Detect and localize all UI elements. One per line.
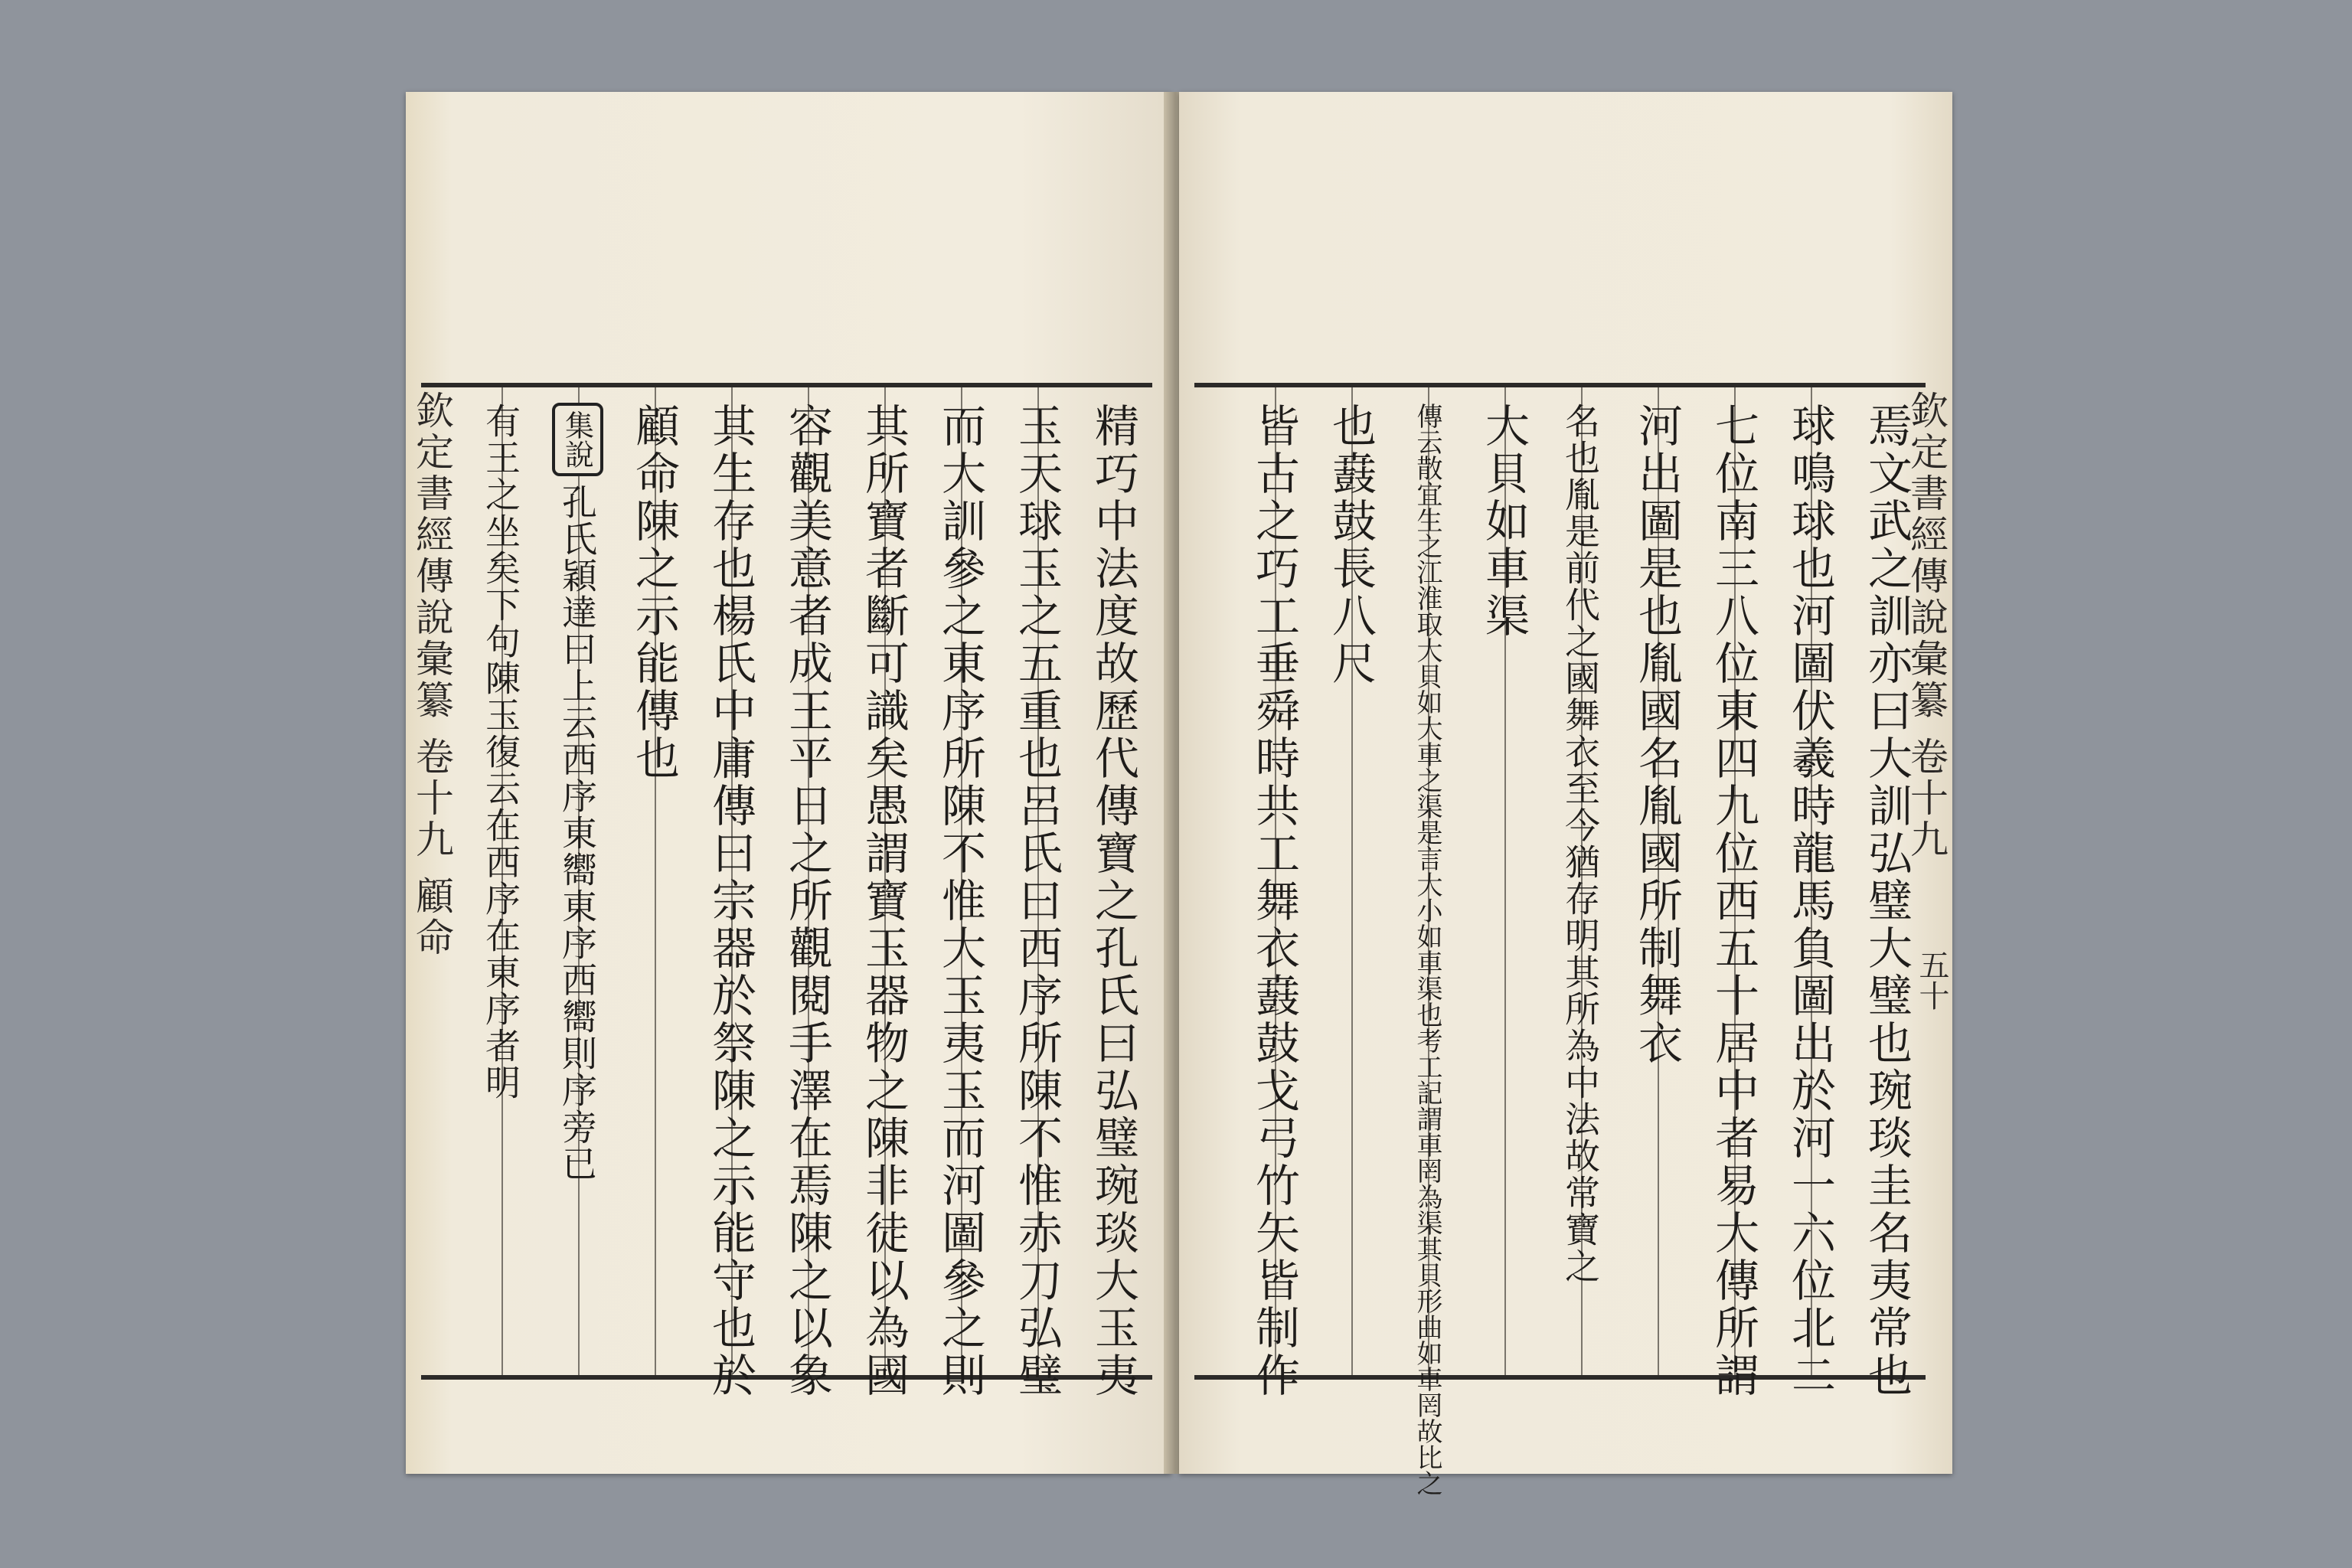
column-text: 玉天球玉之五重也呂氏曰西序所陳不惟赤刀弘璧 [1011, 403, 1063, 1400]
text-column [467, 403, 534, 1360]
column-text: 傳云散宜生之江淮取大貝如大車之渠是言大小如車渠也考工記謂車罔為渠其貝形曲如車罔故比之 [1412, 403, 1442, 1496]
text-column [926, 403, 994, 1400]
text-column [1700, 403, 1767, 1400]
left-margin-title [404, 383, 458, 1370]
margin-title-text: 欽定書經傳說彙纂 卷十九 [1904, 390, 1949, 861]
text-column [697, 403, 764, 1400]
page-number: 五十 [1914, 949, 1949, 1011]
right-margin-title [1899, 383, 1952, 1370]
column-text: 精巧中法度故歷代傳寶之孔氏曰弘璧琬琰大玉夷 [1087, 403, 1139, 1400]
left-text-frame [421, 383, 1152, 1400]
column-text: 其所寶者斷可識矣愚謂寶玉器物之陳非徒以為國 [858, 403, 910, 1400]
text-column [1470, 403, 1537, 1360]
column-text: 皆古之巧工垂舜時共工舞衣鼖鼓戈弓竹矢皆制作 [1248, 403, 1300, 1400]
text-column [620, 403, 688, 1360]
column-text: 球鳴球也河圖伏羲時龍馬負圖出於河一六位北二 [1784, 403, 1836, 1400]
column-text: 孔氏穎達曰上云西序東嚮東序西嚮則序旁已 [557, 484, 598, 1182]
right-text-frame [1194, 383, 1926, 1496]
column-text: 也鼖鼓長八尺 [1325, 403, 1377, 688]
column-text: 其生存也楊氏中庸傳曰宗器於祭陳之示能守也於 [704, 403, 756, 1400]
column-text: 容觀美意者成王平日之所觀閱手澤在焉陳之以象 [781, 403, 833, 1400]
column-text: 焉文武之訓亦曰大訓弘璧大璧也琬琰圭名夷常也 [1860, 403, 1913, 1400]
column-text: 七位南三八位東四九位西五十居中者易大傳所謂 [1707, 403, 1759, 1400]
column-text: 顧命陳之示能傳也 [628, 403, 680, 782]
text-column [1080, 403, 1147, 1400]
left-page [406, 92, 1171, 1474]
text-column [1240, 403, 1308, 1400]
column-text: 有王之坐矣下句陳玉復云在西序在東序者明 [480, 403, 521, 1101]
text-column [1547, 403, 1614, 1360]
text-column [850, 403, 917, 1400]
text-column [773, 403, 841, 1400]
text-column [1003, 403, 1070, 1400]
text-column [1393, 403, 1461, 1496]
text-column [1776, 403, 1844, 1400]
text-column [1623, 403, 1690, 1360]
column-text: 而大訓參之東序所陳不惟大玉夷玉而河圖參之則 [934, 403, 986, 1400]
column-text: 大貝如車渠 [1478, 403, 1530, 640]
column-text: 河出圖是也胤國名胤國所制舞衣 [1631, 403, 1683, 1067]
open-book [406, 92, 1952, 1496]
commentary-badge: 集說 [552, 403, 603, 476]
column-text: 名也胤是前代之國舞衣至今猶存明其所為中法故常寶之 [1560, 403, 1601, 1285]
text-column [1317, 403, 1384, 1360]
text-column [544, 403, 611, 1360]
margin-title-text: 欽定書經傳說彙纂 卷十九 顧命 [410, 390, 454, 959]
right-page [1179, 92, 1952, 1496]
